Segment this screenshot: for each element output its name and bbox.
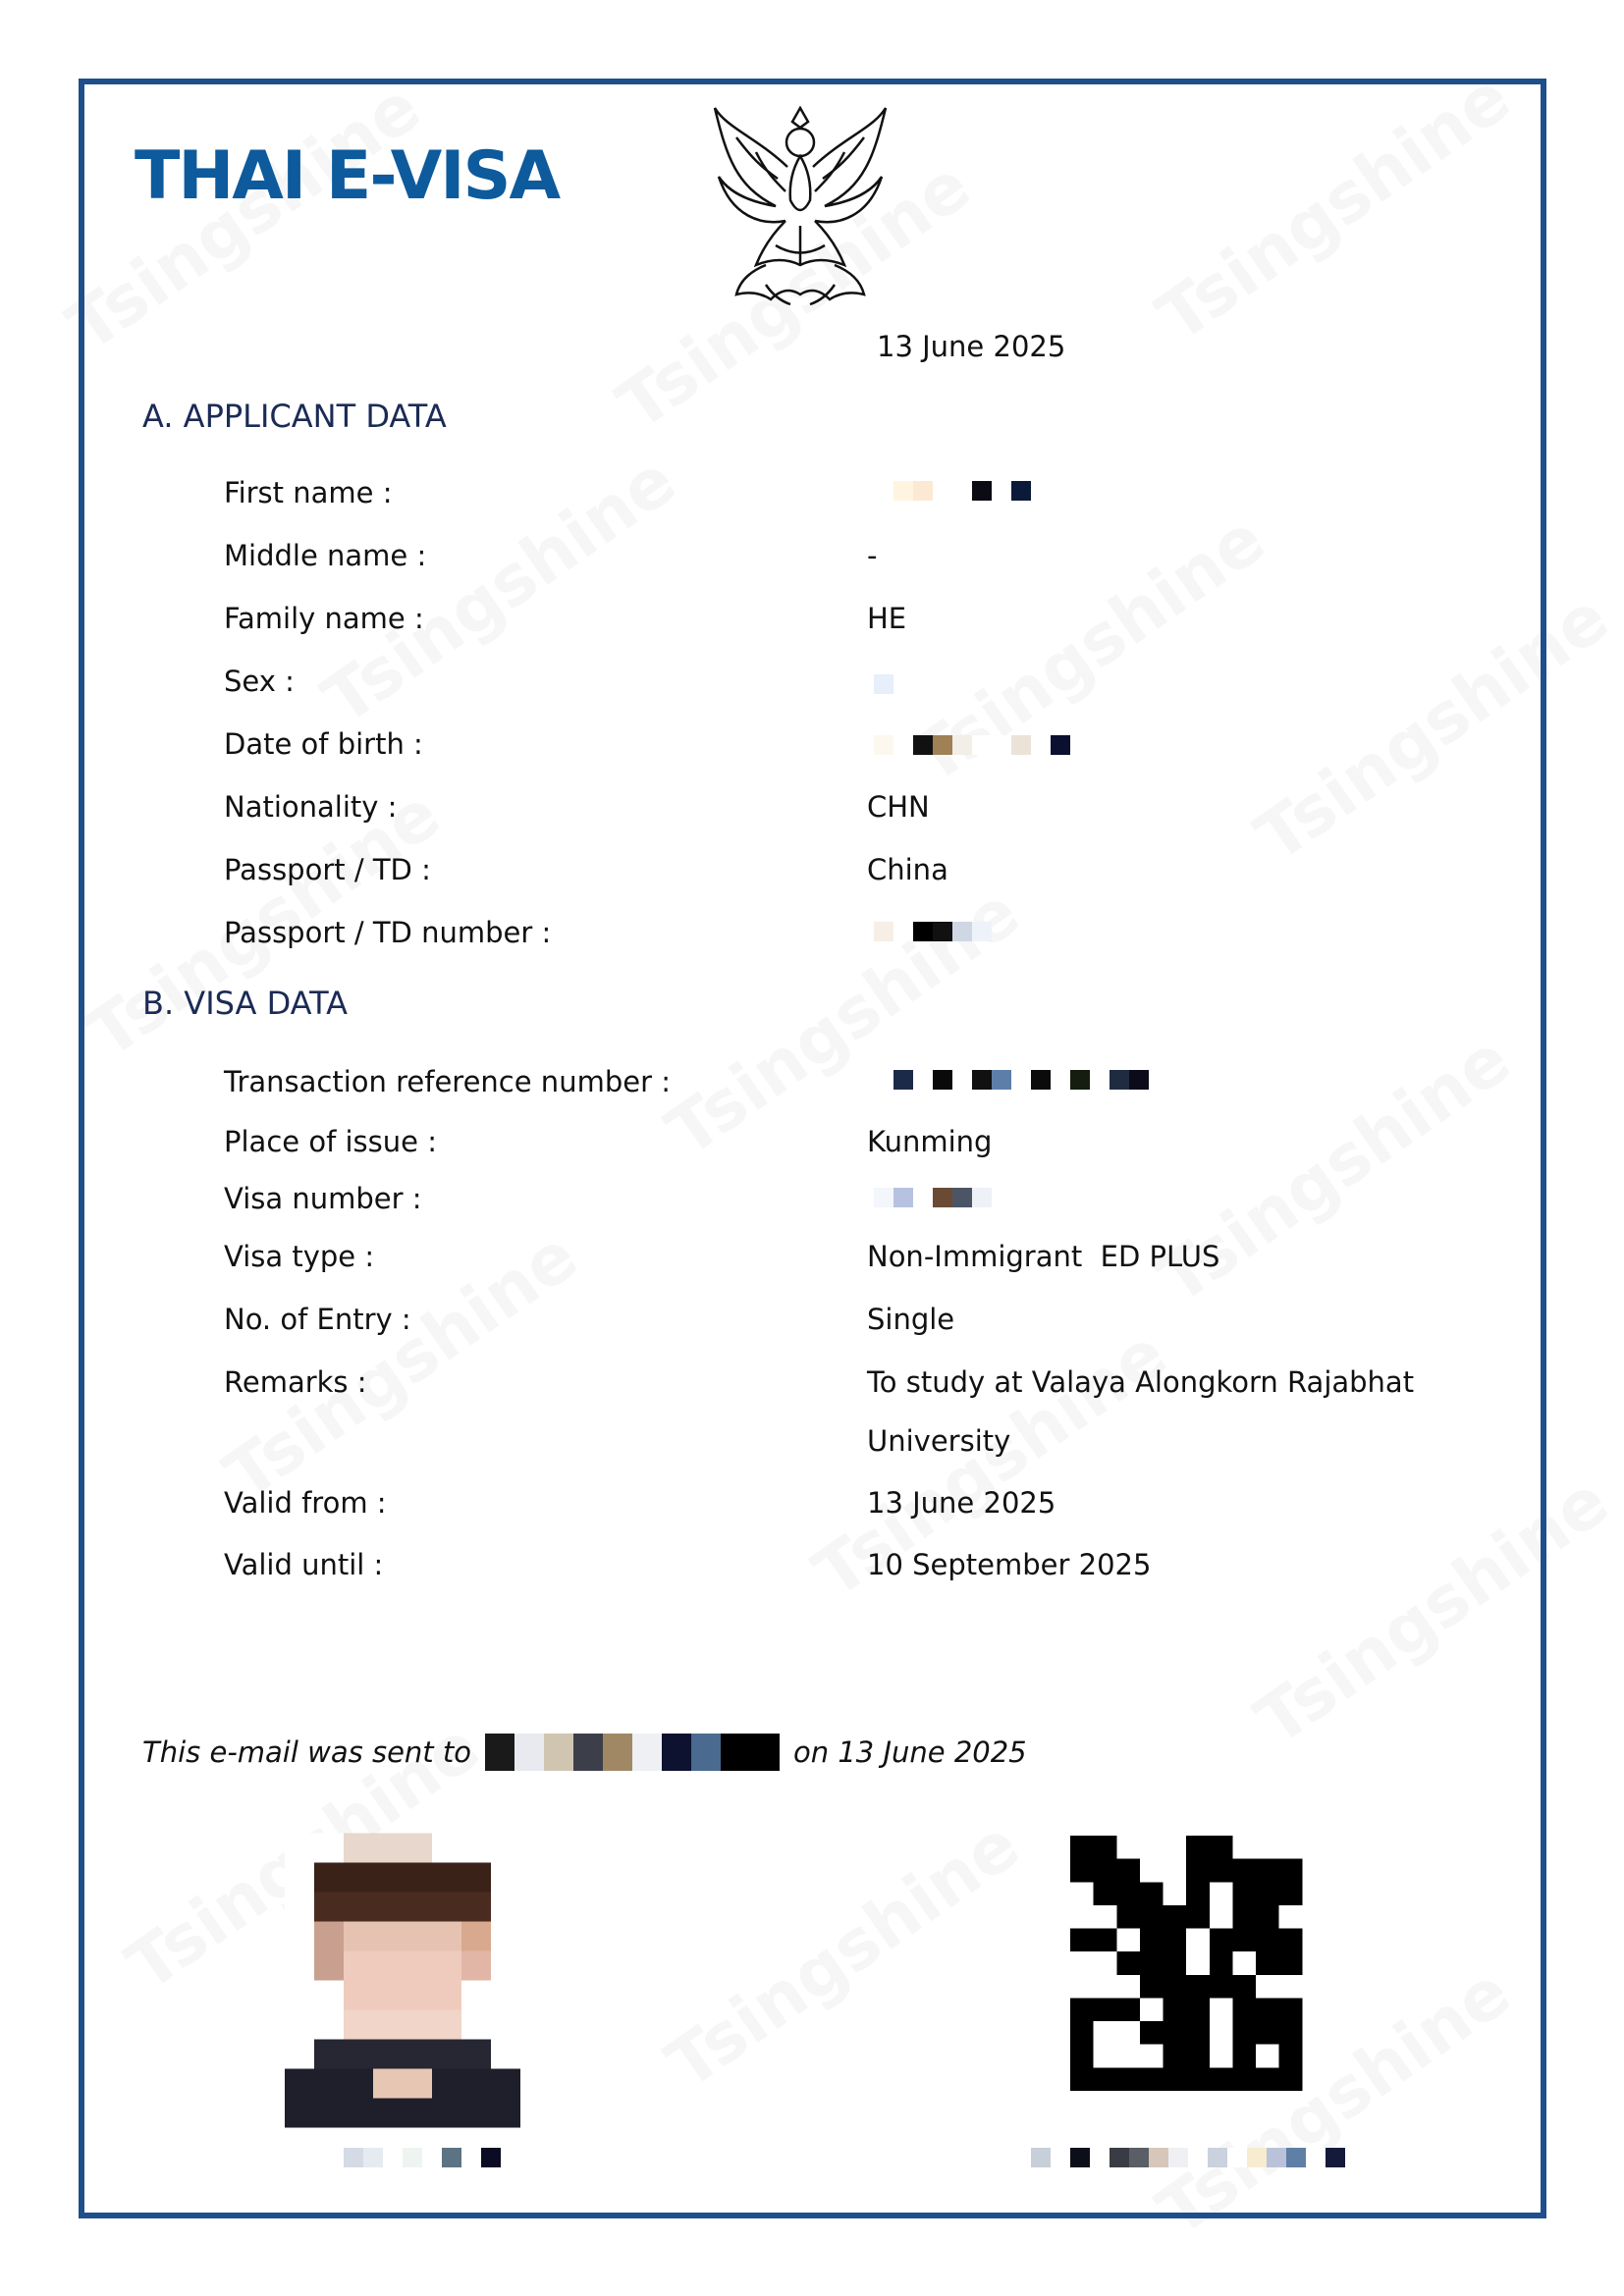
field-value: CHN	[867, 790, 930, 824]
redacted-value	[874, 922, 992, 941]
field-value: To study at Valaya Alongkorn Rajabhat	[867, 1365, 1415, 1399]
field-label: Visa type :	[224, 1240, 375, 1273]
field-label: Date of birth :	[224, 727, 423, 761]
redacted-photo-caption	[344, 2148, 501, 2167]
garuda-emblem-icon	[707, 98, 893, 314]
barcode-icon	[1070, 1836, 1326, 2091]
redacted-value	[893, 1070, 1149, 1090]
field-label: Passport / TD number :	[224, 916, 552, 949]
email-notice-suffix: on 13 June 2025	[793, 1735, 1027, 1769]
field-label: Visa number :	[224, 1182, 422, 1215]
email-notice	[142, 1734, 1027, 1771]
field-label: Valid until :	[224, 1548, 384, 1581]
field-label: Remarks :	[224, 1365, 367, 1399]
field-label: Valid from :	[224, 1486, 387, 1520]
applicant-photo	[285, 1831, 520, 2130]
redacted-value	[893, 481, 1031, 501]
issue-date: 13 June 2025	[877, 330, 1066, 363]
field-value: 10 September 2025	[867, 1548, 1152, 1581]
redacted-value	[874, 1188, 992, 1207]
field-label: Place of issue :	[224, 1125, 437, 1158]
field-label: Nationality :	[224, 790, 398, 824]
email-notice-prefix: This e-mail was sent to	[142, 1735, 471, 1769]
field-value: China	[867, 853, 948, 886]
field-value: HE	[867, 602, 907, 635]
field-value: 13 June 2025	[867, 1486, 1056, 1520]
field-label: Sex :	[224, 665, 295, 698]
field-value: Kunming	[867, 1125, 993, 1158]
field-value: -	[867, 539, 878, 572]
redacted-email	[485, 1734, 780, 1771]
document-title: THAI E-VISA	[135, 137, 560, 215]
field-value: University	[867, 1424, 1011, 1458]
section-applicant-heading: A. APPLICANT DATA	[142, 398, 447, 435]
field-label: Transaction reference number :	[224, 1065, 671, 1098]
field-label: No. of Entry :	[224, 1303, 411, 1336]
redacted-barcode-caption	[1031, 2148, 1345, 2167]
field-label: Passport / TD :	[224, 853, 431, 886]
field-value: Single	[867, 1303, 955, 1336]
field-label: Family name :	[224, 602, 424, 635]
field-label: Middle name :	[224, 539, 427, 572]
section-visa-heading: B. VISA DATA	[142, 985, 349, 1022]
redacted-value	[874, 674, 893, 694]
field-label: First name :	[224, 476, 393, 509]
field-value: Non-Immigrant ED PLUS	[867, 1240, 1220, 1273]
redacted-value	[874, 735, 1070, 755]
